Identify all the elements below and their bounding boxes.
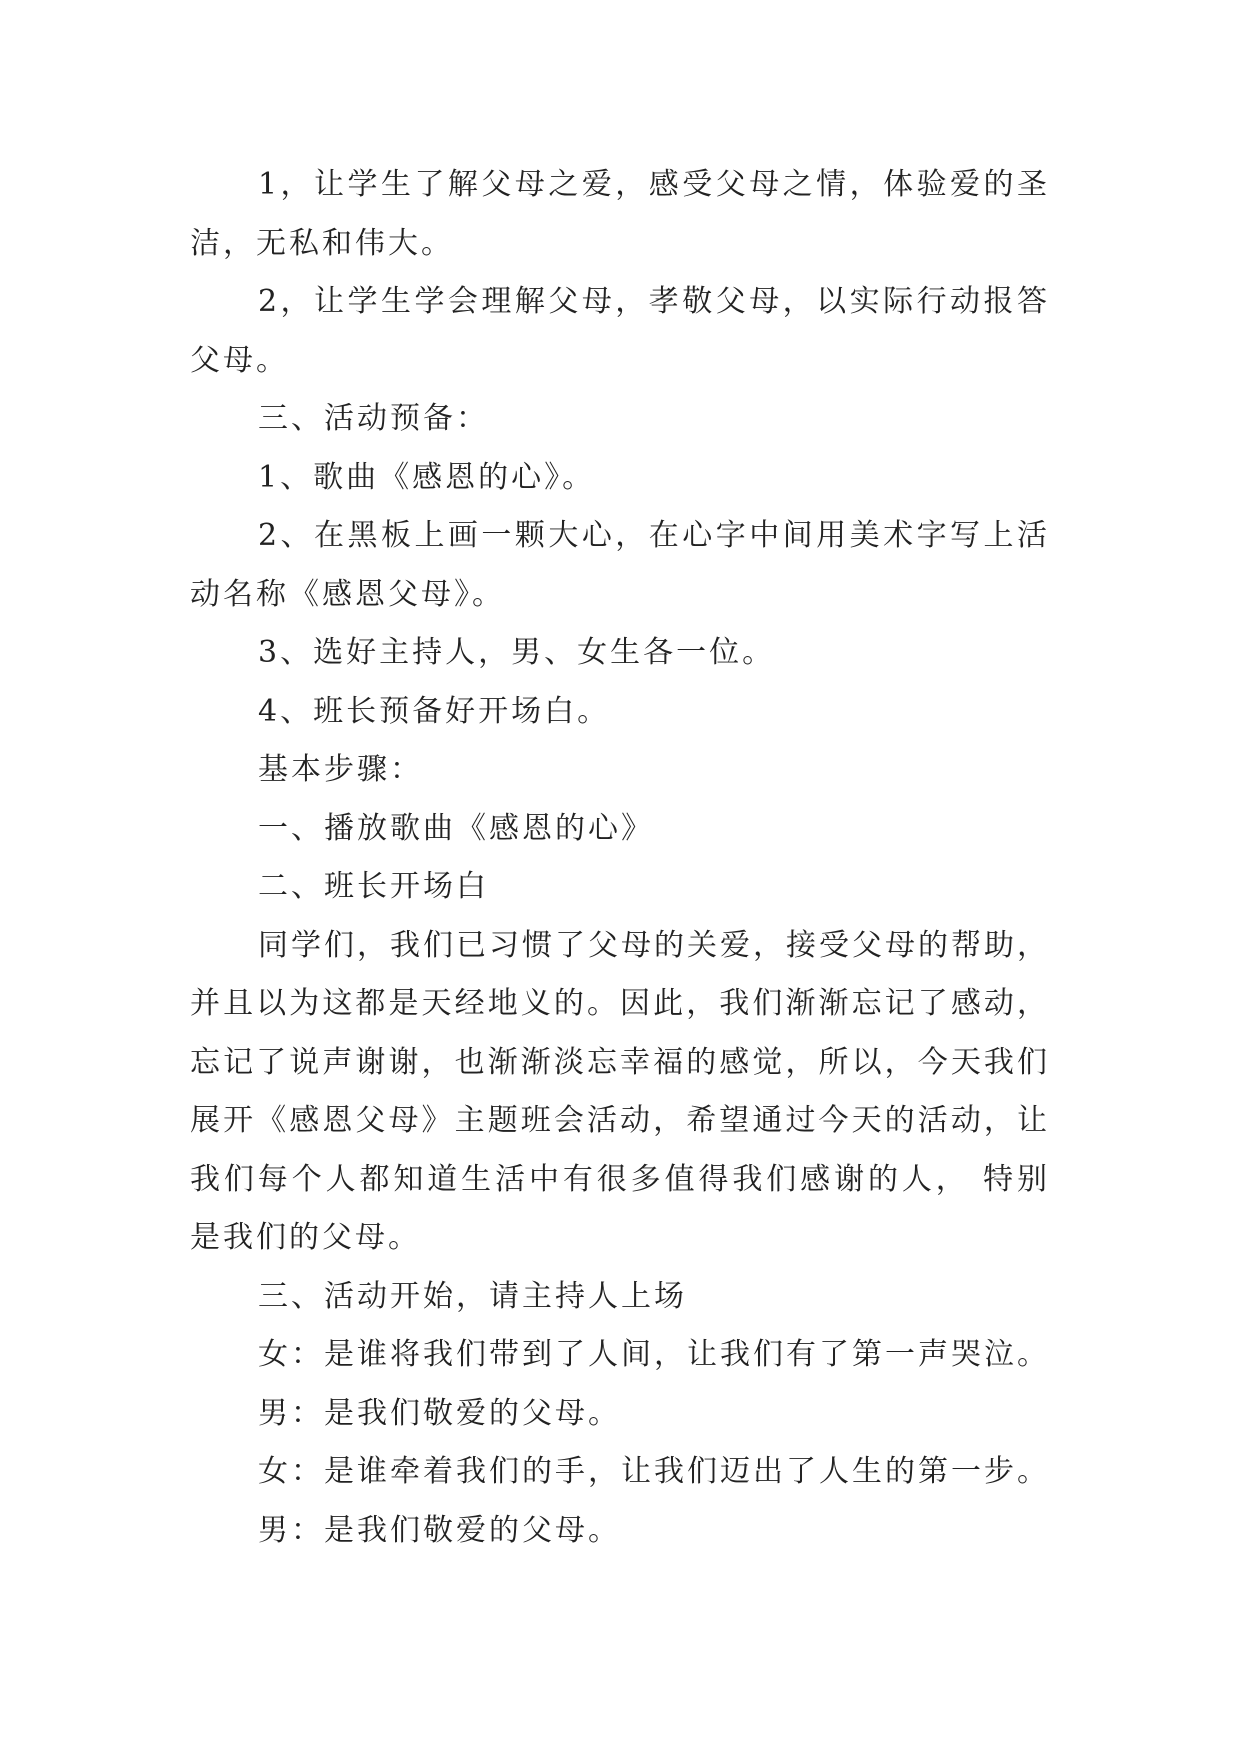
dialogue-line: 女：是谁将我们带到了人间，让我们有了第一声哭泣。 — [258, 1337, 1050, 1372]
paragraph-prep-3: 3、选好主持人，男、女生各一位。 — [258, 635, 776, 670]
paragraph-goal-2: 2，让学生学会理解父母，孝敬父母，以实际行动报答父母。 — [190, 284, 1050, 378]
dialogue-line: 男：是我们敬爱的父母。 — [258, 1512, 621, 1548]
paragraph-opening-speech: 同学们，我们已习惯了父母的关爱，接受父母的帮助，并且以为这都是天经地义的。因此，我们渐渐忘记了感动，忘记了说声谢谢，也渐渐淡忘幸福的感觉，所以，今天我们展开《感恩父母》主题班会活动，希望通过今天的活动，让我们每个人都知道生活中有很多值得我们感谢的人， 特别是我们的父母。 — [190, 927, 1050, 1255]
document-body — [190, 156, 1050, 1560]
paragraph-prep-1: 1、歌曲《感恩的心》。 — [258, 459, 596, 495]
paragraph-prep-2: 2、在黑板上画一颗大心，在心字中间用美术字写上活动名称《感恩父母》。 — [190, 518, 1050, 612]
step-heading-2: 二、班长开场白 — [258, 869, 489, 904]
paragraph-prep-4: 4、班长预备好开场白。 — [258, 693, 611, 729]
step-heading-3: 三、活动开始，请主持人上场 — [258, 1278, 687, 1314]
section-heading-preparation: 三、活动预备： — [258, 401, 489, 436]
step-heading-1: 一、播放歌曲《感恩的心》 — [258, 810, 654, 846]
dialogue-line: 男：是我们敬爱的父母。 — [258, 1395, 621, 1431]
section-heading-steps: 基本步骤： — [258, 752, 423, 787]
paragraph-goal-1: 1，让学生了解父母之爱，感受父母之情，体验爱的圣洁，无私和伟大。 — [190, 167, 1050, 261]
dialogue-line: 女：是谁牵着我们的手，让我们迈出了人生的第一步。 — [258, 1454, 1050, 1489]
